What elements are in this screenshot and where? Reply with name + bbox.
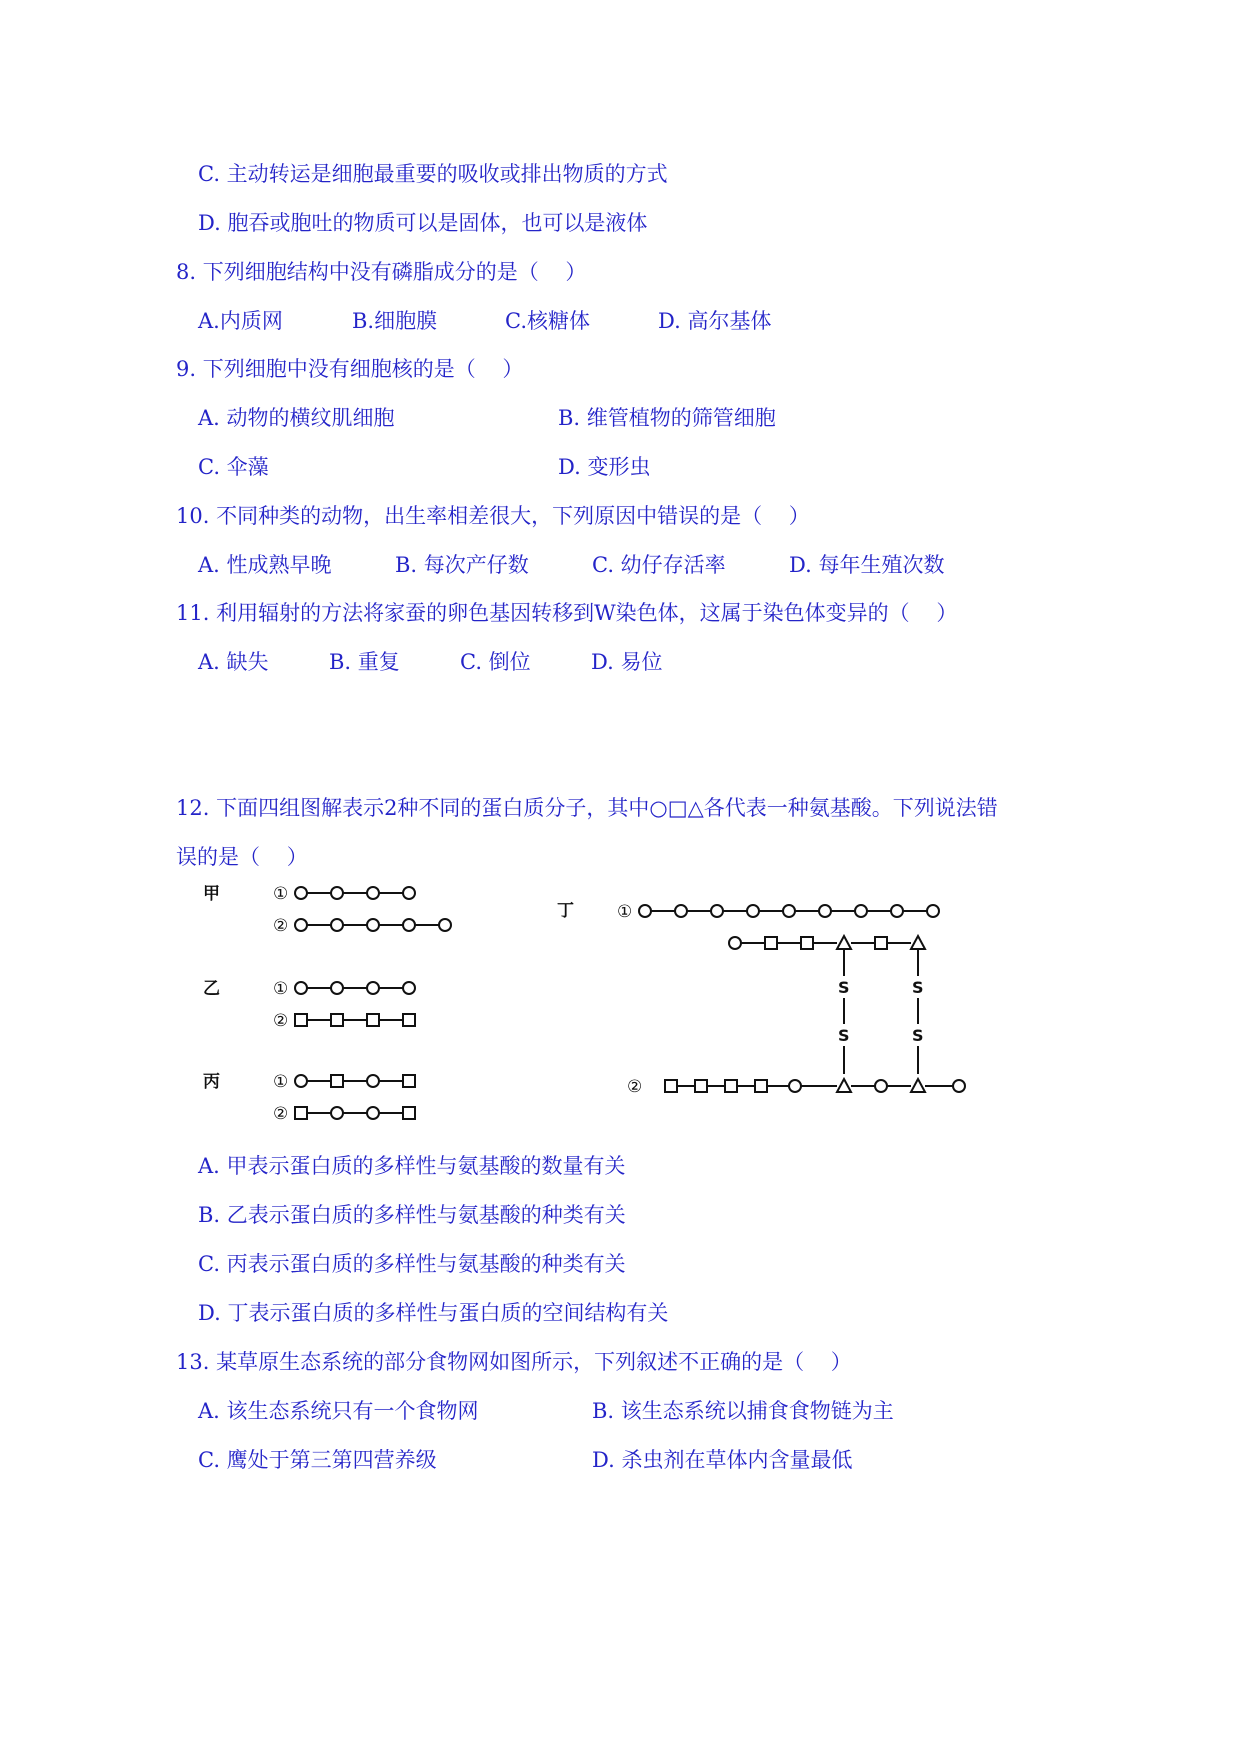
sulfur-3: S bbox=[912, 978, 924, 997]
protein-diagram bbox=[195, 880, 985, 1130]
q8-option-c: C.核糖体 bbox=[505, 309, 590, 333]
sulfur-4: S bbox=[912, 1026, 924, 1045]
q8-option-a: A.内质网 bbox=[198, 309, 283, 333]
q9-stem: 9. 下列细胞中没有细胞核的是（ ） bbox=[176, 357, 524, 381]
label-ding: 丁 bbox=[557, 901, 574, 921]
q12-stem-line1: 12. 下面四组图解表示2种不同的蛋白质分子，其中○□△各代表一种氨基酸。下列说法错 bbox=[176, 796, 998, 820]
yi-num-2: ② bbox=[273, 1011, 289, 1031]
q10-stem: 10. 不同种类的动物，出生率相差很大，下列原因中错误的是（ ） bbox=[176, 504, 810, 528]
q12-option-d: D. 丁表示蛋白质的多样性与蛋白质的空间结构有关 bbox=[198, 1301, 669, 1325]
q7-option-d: D. 胞吞或胞吐的物质可以是固体，也可以是液体 bbox=[198, 211, 648, 235]
q10-option-a: A. 性成熟早晚 bbox=[198, 553, 332, 577]
yi-chain-1 bbox=[295, 982, 415, 994]
ding-num-1: ① bbox=[617, 902, 633, 922]
q13-option-c: C. 鹰处于第三第四营养级 bbox=[198, 1448, 437, 1472]
q12-option-c: C. 丙表示蛋白质的多样性与氨基酸的种类有关 bbox=[198, 1252, 626, 1276]
q13-stem: 13. 某草原生态系统的部分食物网如图所示，下列叙述不正确的是（ ） bbox=[176, 1350, 852, 1374]
q12-option-a: A. 甲表示蛋白质的多样性与氨基酸的数量有关 bbox=[198, 1154, 626, 1178]
label-yi: 乙 bbox=[203, 979, 220, 999]
q8-option-d: D. 高尔基体 bbox=[658, 309, 772, 333]
jia-chain-2 bbox=[295, 919, 451, 931]
q12-stem-line2: 误的是（ ） bbox=[176, 845, 308, 869]
q11-stem: 11. 利用辐射的方法将家蚕的卵色基因转移到W染色体，这属于染色体变异的（ ） bbox=[176, 601, 958, 625]
label-jia: 甲 bbox=[203, 884, 220, 904]
q7-option-c: C. 主动转运是细胞最重要的吸收或排出物质的方式 bbox=[198, 162, 668, 186]
q10-option-b: B. 每次产仔数 bbox=[395, 553, 529, 577]
disulfide-bonds bbox=[844, 950, 918, 1074]
ding-chain-1-row1 bbox=[639, 905, 939, 917]
q9-option-c: C. 伞藻 bbox=[198, 455, 269, 479]
q10-option-d: D. 每年生殖次数 bbox=[789, 553, 945, 577]
q13-option-a: A. 该生态系统只有一个食物网 bbox=[198, 1399, 479, 1423]
q11-option-a: A. 缺失 bbox=[198, 650, 269, 674]
bing-chain-1 bbox=[295, 1075, 415, 1087]
ding-num-2: ② bbox=[627, 1077, 643, 1097]
ding-chain-1-row2 bbox=[729, 936, 925, 949]
sulfur-1: S bbox=[838, 978, 850, 997]
ding-chain-2 bbox=[665, 1079, 965, 1092]
q11-option-d: D. 易位 bbox=[591, 650, 663, 674]
jia-num-2: ② bbox=[273, 916, 289, 936]
bing-chain-2 bbox=[295, 1107, 415, 1119]
q8-stem: 8. 下列细胞结构中没有磷脂成分的是（ ） bbox=[176, 260, 587, 284]
label-bing: 丙 bbox=[203, 1072, 220, 1092]
q9-option-a: A. 动物的横纹肌细胞 bbox=[198, 406, 395, 430]
yi-chain-2 bbox=[295, 1014, 415, 1026]
jia-chain-1 bbox=[295, 887, 415, 899]
q8-option-b: B.细胞膜 bbox=[352, 309, 438, 333]
q13-option-b: B. 该生态系统以捕食食物链为主 bbox=[592, 1399, 894, 1423]
q10-option-c: C. 幼仔存活率 bbox=[592, 553, 726, 577]
q9-option-d: D. 变形虫 bbox=[558, 455, 651, 479]
sulfur-2: S bbox=[838, 1026, 850, 1045]
q11-option-b: B. 重复 bbox=[329, 650, 400, 674]
q13-option-d: D. 杀虫剂在草体内含量最低 bbox=[592, 1448, 853, 1472]
bing-num-2: ② bbox=[273, 1104, 289, 1124]
yi-num-1: ① bbox=[273, 979, 289, 999]
q11-option-c: C. 倒位 bbox=[460, 650, 531, 674]
q12-option-b: B. 乙表示蛋白质的多样性与氨基酸的种类有关 bbox=[198, 1203, 626, 1227]
bing-num-1: ① bbox=[273, 1072, 289, 1092]
jia-num-1: ① bbox=[273, 884, 289, 904]
q9-option-b: B. 维管植物的筛管细胞 bbox=[558, 406, 776, 430]
